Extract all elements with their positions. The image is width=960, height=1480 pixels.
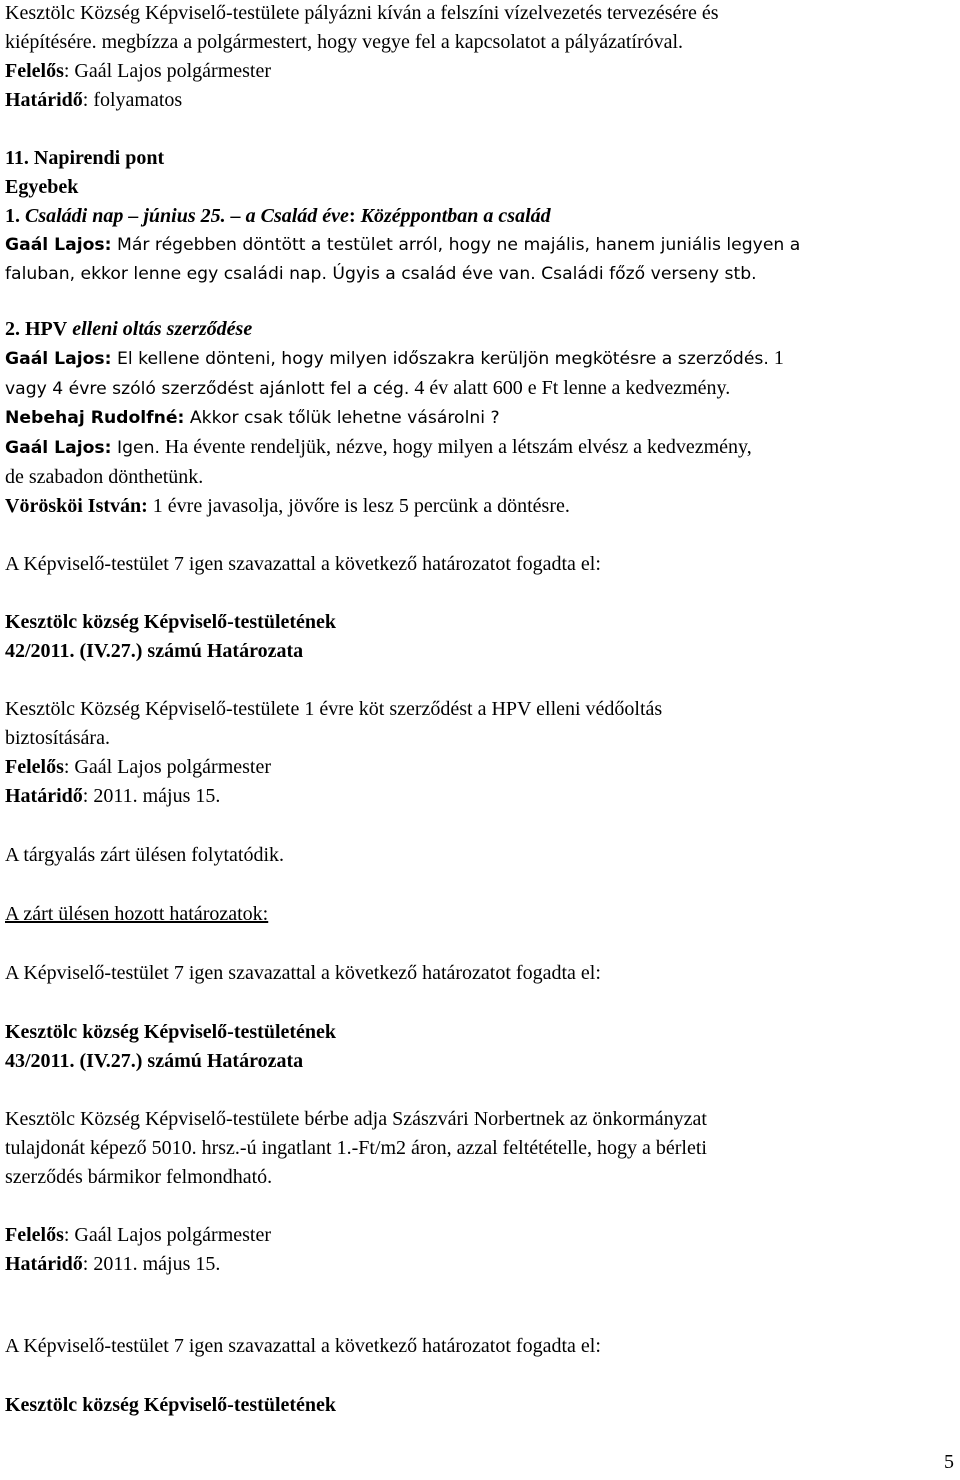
item-number: 1. — [5, 205, 20, 227]
item-title: Családi nap – június 25. — [20, 205, 226, 227]
item-subtitle: Középpontban a család — [355, 205, 551, 227]
resolution-heading: Kesztölc község Képviselő-testületének — [5, 1021, 337, 1043]
spacer — [5, 929, 957, 959]
resolution-responsible — [5, 753, 957, 782]
item-title: elleni oltás szerződése — [67, 318, 253, 340]
closed-session-heading: A zárt ülésen hozott határozatok: — [5, 903, 269, 925]
speech-4-line-1 — [5, 433, 957, 463]
speech-text: Ha évente rendeljük, nézve, hogy milyen a létszám elvész a kedvezmény, — [159, 436, 752, 458]
spacer — [5, 1192, 957, 1221]
agenda-11 — [5, 144, 957, 521]
resolution-42 — [5, 608, 957, 811]
spacer — [5, 988, 957, 1018]
responsible-value: : Gaál Lajos polgármester — [63, 756, 272, 778]
resolution-responsible — [5, 1221, 957, 1250]
speech-text: vagy 4 évre szóló szerződést ajánlott fel a cég. — [5, 379, 410, 399]
responsible-value: : Gaál Lajos polgármester — [63, 1224, 272, 1246]
speaker-name: Gaál Lajos: — [5, 349, 112, 369]
speaker-name: Gaál Lajos: — [5, 235, 112, 255]
resolution-text-line-3: szerződés bármikor felmondható. — [5, 1166, 273, 1188]
closed-session-note: A tárgyalás zárt ülésen folytatódik. — [5, 844, 284, 866]
speech-text: 1 évre javasolja, jövőre is lesz 5 percünk a döntésre. — [147, 495, 570, 517]
spacer — [5, 1361, 957, 1391]
resolution-text-line-2: tulajdonát képező 5010. hrsz.-ú ingatlant 1.-Ft/m2 áron, azzal feltétételle, hogy a bérleti — [5, 1137, 707, 1159]
intro-line-1: Kesztölc Község Képviselő-testülete pályázni kíván a felszíni vízelvezetés tervezésére és — [5, 2, 719, 24]
resolution-number: 43/2011. (IV.27.) számú Határozata — [5, 1050, 304, 1072]
item-colon: : — [348, 205, 356, 227]
spacer — [5, 521, 957, 550]
intro-responsible — [5, 57, 957, 86]
resolution-number: 42/2011. (IV.27.) számú Határozata — [5, 640, 304, 662]
document-page — [5, 0, 957, 1420]
resolution-heading: Kesztölc község Képviselő-testületének — [5, 611, 337, 633]
resolution-deadline — [5, 782, 957, 811]
agenda-item-2-title — [5, 315, 957, 344]
intro-deadline — [5, 86, 957, 115]
agenda-heading: 11. Napirendi pont — [5, 147, 165, 169]
spacer — [5, 579, 957, 608]
spacer — [5, 115, 957, 144]
responsible-label: Felelős — [5, 1224, 64, 1246]
speech-3 — [5, 404, 957, 433]
vote-statement-1: A Képviselő-testület 7 igen szavazattal a következő határozatot fogadta el: — [5, 553, 601, 575]
agenda-subheading: Egyebek — [5, 176, 79, 198]
deadline-value: : 2011. május 15. — [82, 785, 221, 807]
intro-block — [5, 0, 957, 115]
resolution-deadline — [5, 1250, 957, 1279]
intro-line-2: kiépítésére. megbízza a polgármestert, hogy vegye fel a kapcsolatot a pályázatíróval. — [5, 31, 684, 53]
deadline-value: : folyamatos — [82, 89, 183, 111]
speech-4-line-2: de szabadon dönthetünk. — [5, 466, 204, 488]
spacer — [5, 1279, 957, 1332]
spacer — [5, 811, 957, 841]
spacer — [5, 1076, 957, 1105]
deadline-label: Határidő — [5, 89, 83, 111]
resolution-text-line-1: Kesztölc Község Képviselő-testülete 1 évre köt szerződést a HPV elleni védőoltás — [5, 698, 663, 720]
responsible-label: Felelős — [5, 60, 64, 82]
speech-5 — [5, 492, 957, 521]
agenda-item-1-title — [5, 202, 957, 231]
item-title-suffix: – a Család éve — [225, 205, 349, 227]
spacer — [5, 666, 957, 695]
speech-text-tail: 1 — [768, 347, 784, 369]
deadline-label: Határidő — [5, 1253, 83, 1275]
speaker-name: Vörösköi István: — [5, 495, 148, 517]
vote-statement-3: A Képviselő-testület 7 igen szavazattal a következő határozatot fogadta el: — [5, 1335, 601, 1357]
speech-text: 4 év alatt 600 e Ft lenne a kedvezmény. — [409, 377, 731, 399]
resolution-43 — [5, 1018, 957, 1279]
resolution-text-line-1: Kesztölc Község Képviselő-testülete bérbe adja Szászvári Norbertnek az önkormányzat — [5, 1108, 707, 1130]
responsible-value: : Gaál Lajos polgármester — [63, 60, 272, 82]
speaker-name: Nebehaj Rudolfné: — [5, 408, 185, 428]
resolution-heading-next: Kesztölc község Képviselő-testületének — [5, 1394, 337, 1416]
speech-1-line-2: faluban, ekkor lenne egy családi nap. Úgyis a család éve van. Családi főző verseny stb. — [5, 264, 757, 284]
speech-1-line-1 — [5, 231, 957, 260]
speaker-name: Gaál Lajos: — [5, 438, 112, 458]
deadline-label: Határidő — [5, 785, 83, 807]
vote-statement-2: A Képviselő-testület 7 igen szavazattal a következő határozatot fogadta el: — [5, 962, 601, 984]
speech-text: Igen. — [111, 438, 160, 458]
responsible-label: Felelős — [5, 756, 64, 778]
resolution-text-line-2: biztosítására. — [5, 727, 110, 749]
page-number: 5 — [944, 1451, 954, 1473]
deadline-value: : 2011. május 15. — [82, 1253, 221, 1275]
spacer — [5, 870, 957, 900]
item-number: 2. HPV — [5, 318, 68, 340]
speech-2-line-2 — [5, 374, 957, 404]
speech-2-line-1 — [5, 344, 957, 374]
speech-text: Már régebben döntött a testület arról, hogy ne majális, hanem juniális legyen a — [111, 235, 801, 255]
spacer — [5, 289, 957, 315]
speech-text: El kellene dönteni, hogy milyen időszakra kerüljön megkötésre a szerződés. — [111, 349, 769, 369]
speech-text: Akkor csak tőlük lehetne vásárolni ? — [184, 408, 500, 428]
